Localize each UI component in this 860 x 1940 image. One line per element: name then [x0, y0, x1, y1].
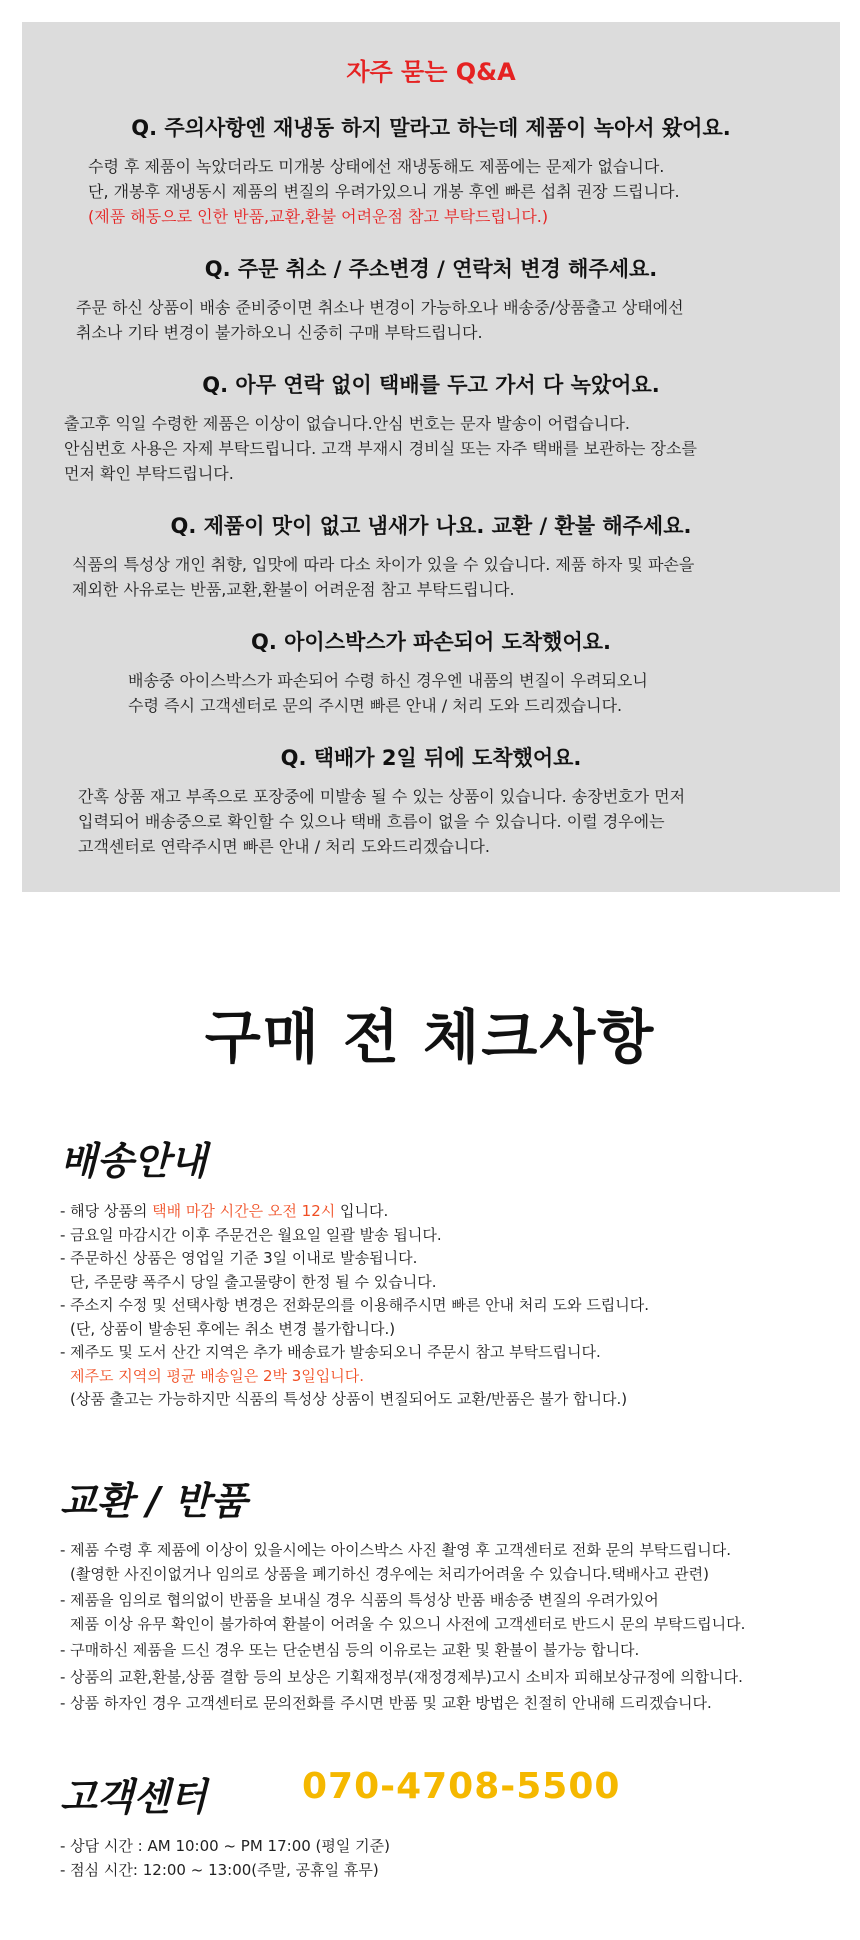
shipping-line: - 주소지 수정 및 선택사항 변경은 전화문의를 이용해주시면 빠른 안내 처리 도와 드립니다.	[60, 1296, 650, 1314]
answer-line: 단, 개봉후 재냉동시 제품의 변질의 우려가있으니 개봉 후엔 빠른 섭취 권장 드립니다.	[88, 182, 680, 201]
exchange-line: 제품 이상 유무 확인이 불가하여 환불이 어려울 수 있으니 사전에 고객센터로 반드시 문의 부탁드립니다.	[70, 1614, 746, 1633]
shipping-line: - 제주도 및 도서 산간 지역은 추가 배송료가 발송되오니 주문시 참고 부탁드립니다.	[60, 1343, 601, 1361]
jeju-delivery-note: 제주도 지역의 평균 배송일은 2박 3일입니다.	[70, 1366, 365, 1385]
answer-line: 제외한 사유로는 반품,교환,환불이 어려운점 참고 부탁드립니다.	[72, 580, 515, 599]
answer-line: 출고후 익일 수령한 제품은 이상이 없습니다.안심 번호는 문자 발송이 어렵습니다.	[64, 414, 630, 433]
answer-line: 주문 하신 상품이 배송 준비중이면 취소나 변경이 가능하오나 배송중/상품출고 상태에선	[76, 298, 684, 317]
lunch-hours: - 점심 시간: 12:00 ~ 13:00(주말, 공휴일 휴무)	[60, 1860, 379, 1879]
faq-question: Q. 제품이 맛이 없고 냄새가 나요. 교환 / 환불 해주세요.	[170, 514, 692, 538]
exchange-line: - 상품 하자인 경우 고객센터로 문의전화를 주시면 반품 및 교환 방법은 친절히 안내해 드리겠습니다.	[60, 1694, 712, 1712]
answer-line: 취소나 기타 변경이 불가하오니 신중히 구매 부탁드립니다.	[76, 323, 483, 342]
faq-answer	[22, 411, 840, 486]
shipping-line-text: - 해당 상품의	[60, 1202, 153, 1220]
faq-answer	[22, 295, 840, 345]
answer-line: 안심번호 사용은 자제 부탁드립니다. 고객 부재시 경비실 또는 자주 택배를 보관하는 장소를	[64, 439, 697, 458]
exchange-list	[60, 1539, 745, 1716]
answer-line: 고객센터로 연락주시면 빠른 안내 / 처리 도와드리겠습니다.	[78, 837, 490, 856]
faq-question: Q. 아이스박스가 파손되어 도착했어요.	[250, 630, 612, 654]
faq-title: 자주 묻는 Q&A	[346, 58, 516, 86]
exchange-line: - 상품의 교환,환불,상품 결함 등의 보상은 기획재정부(재정경제부)고시 소비자 피해보상규정에 의합니다.	[60, 1667, 743, 1686]
shipping-list	[60, 1200, 649, 1412]
exchange-line: - 제품 수령 후 제품에 이상이 있을시에는 아이스박스 사진 촬영 후 고객센터로 전화 문의 부탁드립니다.	[60, 1541, 732, 1559]
shipping-line: - 금요일 마감시간 이후 주문건은 월요일 일괄 발송 됩니다.	[60, 1225, 442, 1244]
exchange-line: - 구매하신 제품을 드신 경우 또는 단순변심 등의 이유로는 교환 및 환불이 불가능 합니다.	[60, 1641, 640, 1659]
phone-number[interactable]: 070-4708-5500	[302, 1766, 621, 1807]
answer-line: 배송중 아이스박스가 파손되어 수령 하신 경우엔 내품의 변질이 우려되오니	[128, 671, 648, 690]
shipping-line: (상품 출고는 가능하지만 식품의 특성상 상품이 변질되어도 교환/반품은 불가 합니다.)	[70, 1390, 628, 1408]
customer-center-hours	[60, 1835, 390, 1882]
faq-item	[22, 112, 840, 229]
faq-item	[22, 510, 840, 602]
exchange-line: (촬영한 사진이없거나 임의로 상품을 폐기하신 경우에는 처리가어려울 수 있습니다.택배사고 관련)	[70, 1564, 709, 1583]
faq-question: Q. 주의사항엔 재냉동 하지 말라고 하는데 제품이 녹아서 왔어요.	[131, 116, 731, 140]
answer-line: 식품의 특성상 개인 취향, 입맛에 따라 다소 차이가 있을 수 있습니다. 제품 하자 및 파손을	[72, 555, 695, 574]
answer-line: 수령 즉시 고객센터로 문의 주시면 빠른 안내 / 처리 도와 드리겠습니다.	[128, 696, 623, 715]
shipping-heading: 배송안내	[60, 1139, 207, 1183]
faq-question: Q. 택배가 2일 뒤에 도착했어요.	[280, 746, 582, 770]
faq-answer	[22, 154, 840, 229]
faq-answer	[22, 552, 840, 602]
faq-item	[22, 626, 840, 718]
faq-answer	[22, 668, 840, 718]
faq-item	[22, 742, 840, 859]
faq-answer	[22, 784, 840, 859]
exchange-line: - 제품을 임의로 협의없이 반품을 보내실 경우 식품의 특성상 반품 배송중 변질의 우려가있어	[60, 1591, 659, 1609]
checklist-title: 구매 전 체크사항	[204, 1003, 656, 1071]
shipping-line: - 주문하신 상품은 영업일 기준 3일 이내로 발송됩니다.	[60, 1249, 418, 1267]
faq-question: Q. 주문 취소 / 주소변경 / 연락처 변경 해주세요.	[204, 257, 658, 281]
shipping-deadline: 택배 마감 시간은 오전 12시	[152, 1202, 336, 1220]
answer-line: 수령 후 제품이 녹았더라도 미개봉 상태에선 재냉동해도 제품에는 문제가 없습니다.	[88, 157, 665, 176]
answer-line: 간혹 상품 재고 부족으로 포장중에 미발송 될 수 있는 상품이 있습니다. 송장번호가 먼저	[78, 787, 686, 806]
faq-panel	[22, 22, 840, 892]
faq-item	[22, 253, 840, 345]
answer-note: (제품 해동으로 인한 반품,교환,환불 어려운점 참고 부탁드립니다.)	[88, 207, 549, 226]
shipping-line: 단, 주문량 폭주시 당일 출고물량이 한정 될 수 있습니다.	[70, 1272, 437, 1291]
answer-line: 입력되어 배송중으로 확인할 수 있으나 택배 흐름이 없을 수 있습니다. 이럴 경우에는	[78, 812, 665, 831]
consult-hours: - 상담 시간 : AM 10:00 ~ PM 17:00 (평일 기준)	[60, 1837, 390, 1855]
shipping-line: (단, 상품이 발송된 후에는 취소 변경 불가합니다.)	[70, 1319, 396, 1338]
faq-question: Q. 아무 연락 없이 택배를 두고 가서 다 녹았어요.	[202, 373, 660, 397]
shipping-line-text: 입니다.	[335, 1202, 389, 1220]
customer-center-heading: 고객센터	[60, 1775, 207, 1819]
answer-line: 먼저 확인 부탁드립니다.	[64, 464, 234, 483]
faq-item	[22, 369, 840, 486]
exchange-heading: 교환 / 반품	[60, 1479, 248, 1523]
shipping-line	[60, 1200, 649, 1224]
